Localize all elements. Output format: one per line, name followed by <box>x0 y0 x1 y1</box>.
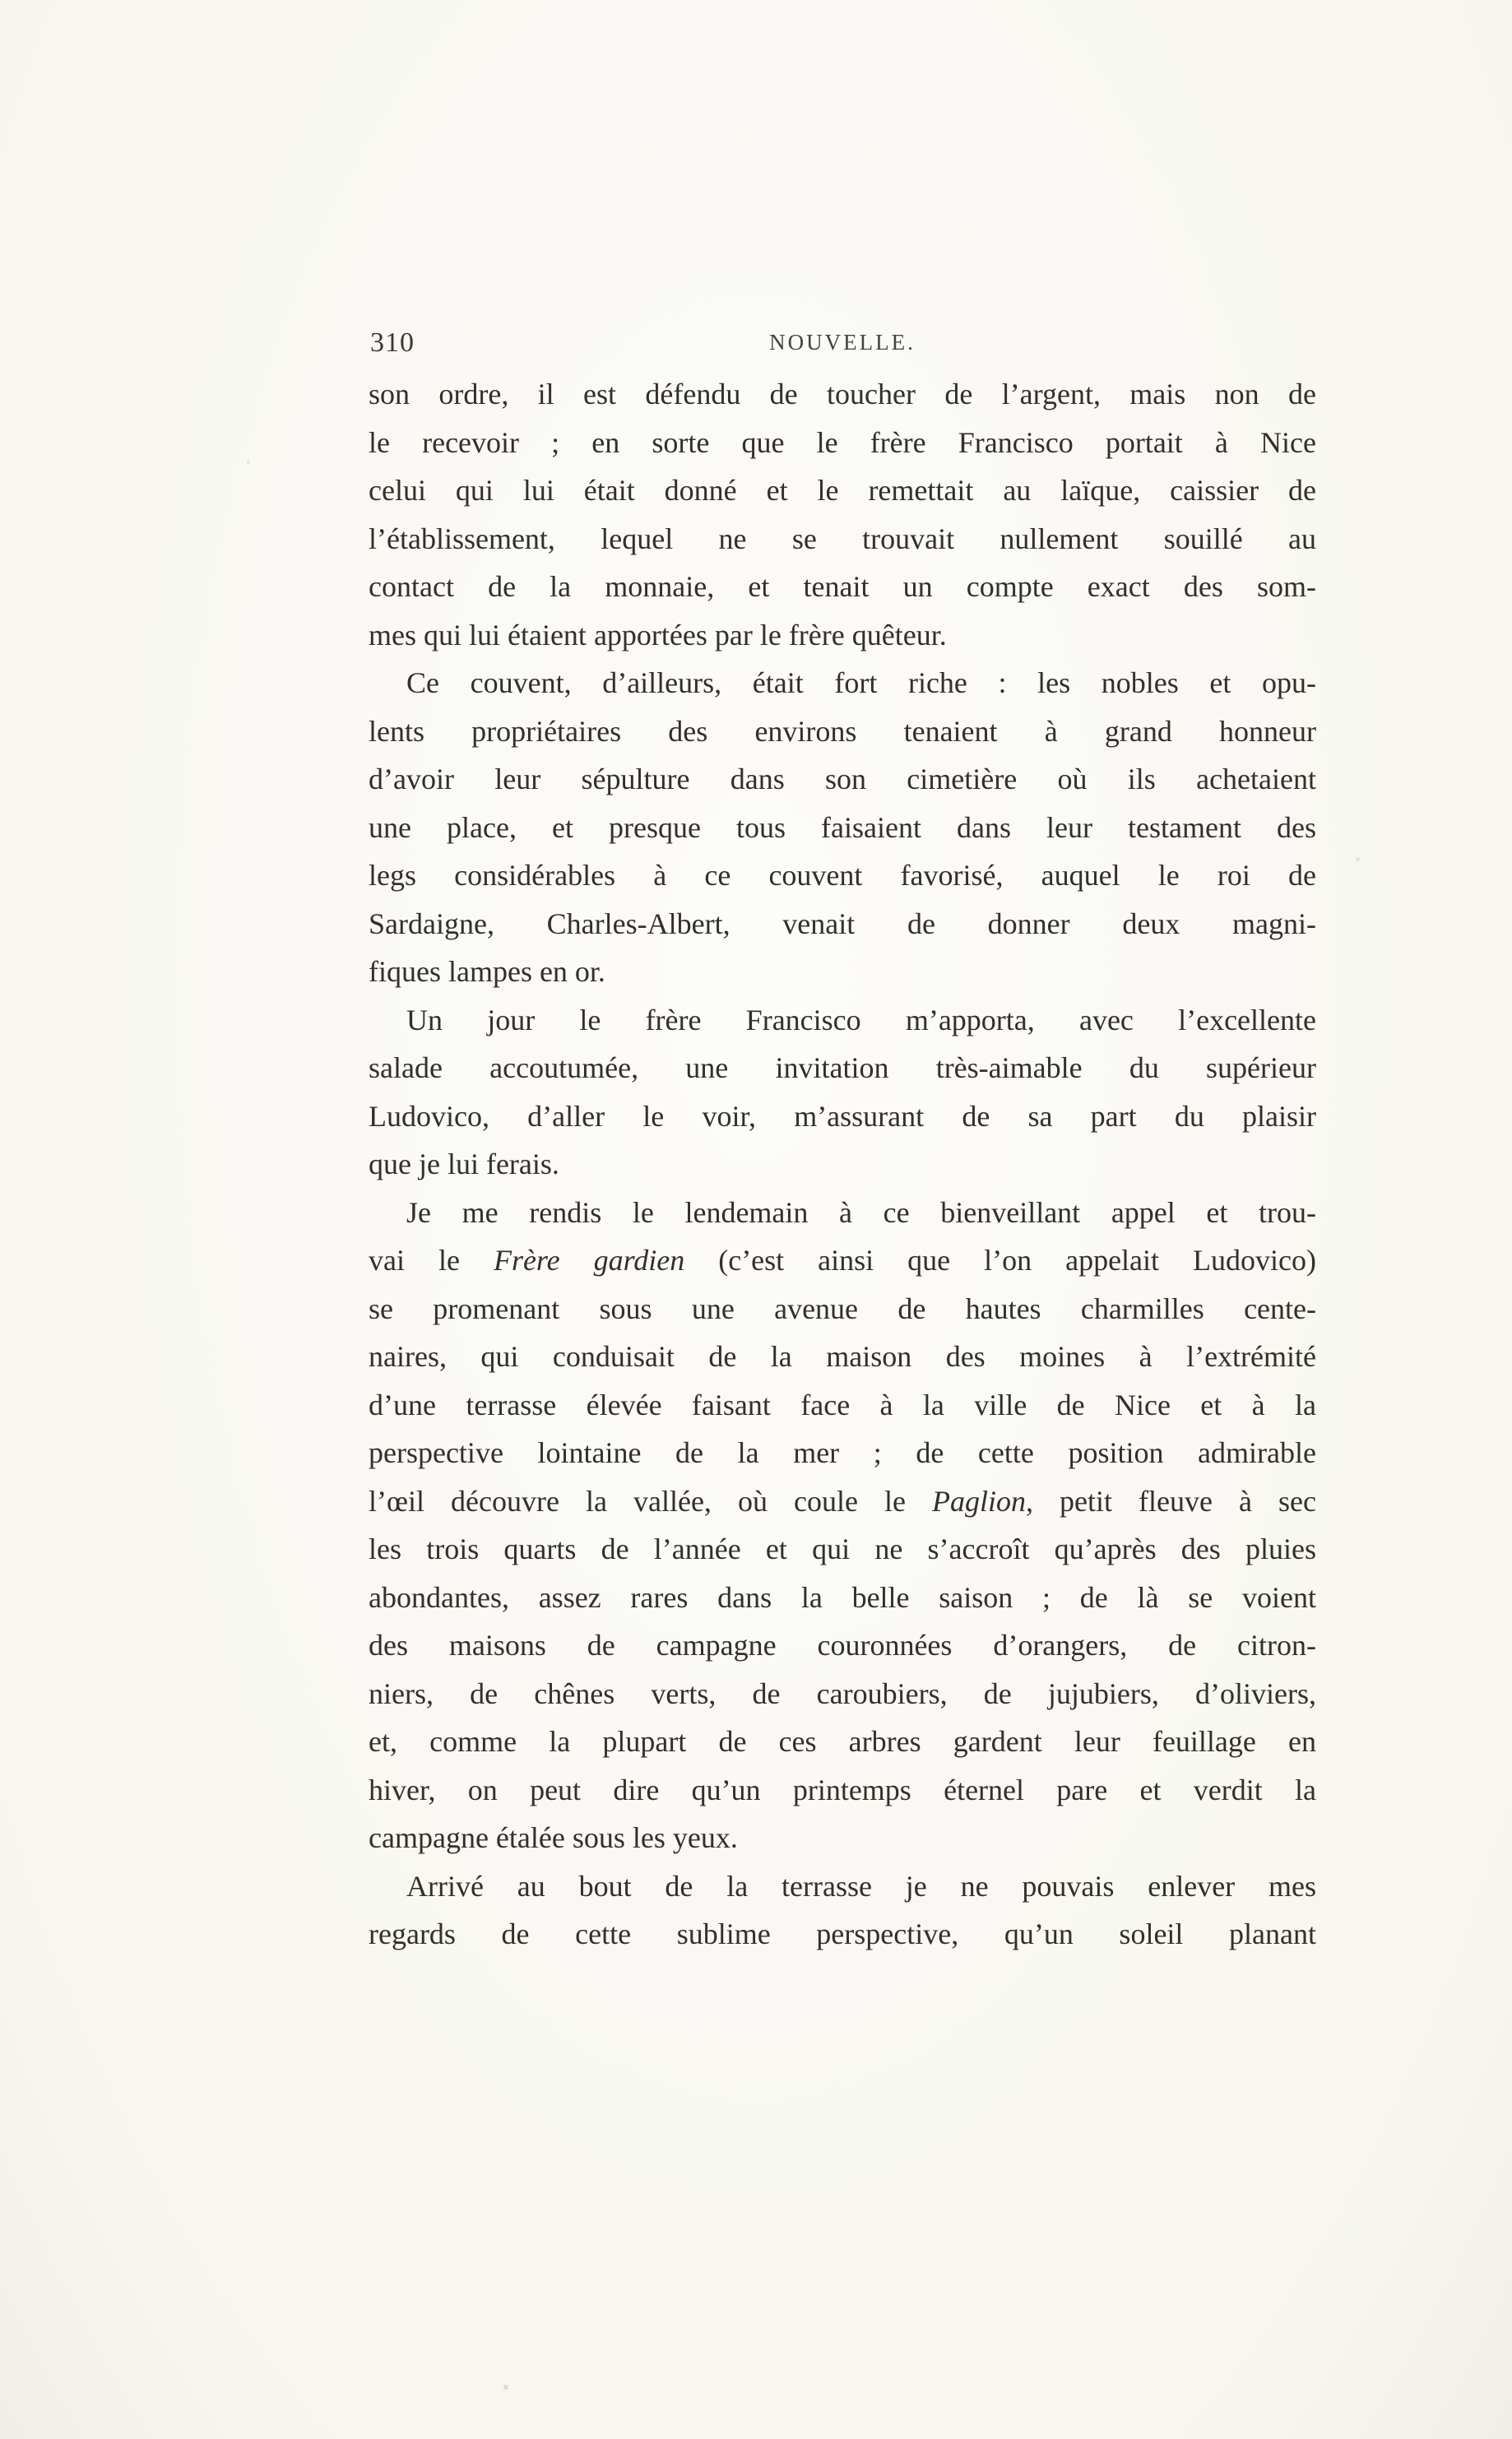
text-segment: perspective lointaine de la mer ; de cette position admirable <box>369 1436 1316 1469</box>
text-segment: Un jour le frère Francisco m’apporta, avec l’excellente <box>406 1003 1316 1036</box>
text-segment: Ce couvent, d’ailleurs, était fort riche : les nobles et opu- <box>406 666 1316 699</box>
text-line <box>369 466 1316 515</box>
text-segment: abondantes, assez rares dans la belle saison ; de là se voient <box>369 1580 1316 1614</box>
text-segment: son ordre, il est défendu de toucher de l’argent, mais non de <box>369 378 1316 410</box>
text-line <box>369 1621 1316 1670</box>
running-title: NOUVELLE. <box>769 330 916 355</box>
page-header <box>369 322 1316 370</box>
text-line <box>369 1189 1316 1237</box>
text-line <box>369 1574 1316 1622</box>
text-line <box>369 1285 1316 1333</box>
text-segment: naires, qui conduisait de la maison des moines à l’extrémité <box>369 1340 1316 1373</box>
text-segment: des maisons de campagne couronnées d’orangers, de citron- <box>369 1629 1316 1662</box>
text-segment: campagne étalée sous les yeux. <box>369 1821 738 1854</box>
text-line <box>369 1236 1316 1285</box>
text-segment: le recevoir ; en sorte que le frère Francisco portait à Nice <box>369 425 1316 459</box>
text-segment: (c’est ainsi que l’on appelait Ludovico) <box>684 1244 1316 1277</box>
text-line <box>369 370 1316 419</box>
text-column <box>369 322 1316 1959</box>
text-segment: l’œil découvre la vallée, où coule le <box>369 1484 932 1518</box>
text-line <box>369 659 1316 707</box>
text-segment: d’avoir leur sépulture dans son cimetière où ils achetaient <box>369 763 1316 795</box>
text-segment: legs considérables à ce couvent favorisé, auquel le roi de <box>369 859 1316 892</box>
text-segment: Je me rendis le lendemain à ce bienveillant appel et trou- <box>406 1195 1316 1229</box>
text-line <box>369 1429 1316 1477</box>
page-number: 310 <box>370 327 415 358</box>
text-segment: Arrivé au bout de la terrasse je ne pouvais enlever mes <box>406 1869 1316 1903</box>
text-segment: une place, et presque tous faisaient dans leur testament des <box>369 810 1316 844</box>
text-line <box>369 1477 1316 1526</box>
text-segment: celui qui lui était donné et le remettait au laïque, caissier de <box>369 474 1316 507</box>
text-line <box>369 1044 1316 1092</box>
scan-speck <box>1356 857 1360 861</box>
scan-speck <box>247 461 250 464</box>
text-line <box>369 1862 1316 1911</box>
text-line <box>369 1333 1316 1381</box>
italic-text: Frère gardien <box>493 1244 685 1277</box>
text-line <box>369 948 1316 996</box>
text-segment: Ludovico, d’aller le voir, m’assurant de sa part du plaisir <box>369 1099 1316 1133</box>
text-segment: niers, de chênes verts, de caroubiers, de jujubiers, d’oliviers, <box>369 1676 1316 1710</box>
text-line <box>369 515 1316 563</box>
text-segment: d’une terrasse élevée faisant face à la ville de Nice et à la <box>369 1388 1316 1421</box>
text-segment: , petit fleuve à sec <box>1025 1484 1316 1518</box>
text-segment: hiver, on peut dire qu’un printemps éternel pare et verdit la <box>369 1773 1316 1806</box>
text-line <box>369 1140 1316 1189</box>
text-line <box>369 1092 1316 1141</box>
text-segment: les trois quarts de l’année et qui ne s’accroît qu’après des pluies <box>369 1532 1316 1565</box>
text-segment: Sardaigne, Charles-Albert, venait de donner deux magni- <box>369 907 1316 940</box>
text-line <box>369 851 1316 900</box>
text-segment: salade accoutumée, une invitation très-aimable du supérieur <box>369 1051 1316 1084</box>
text-line <box>369 900 1316 948</box>
text-segment: se promenant sous une avenue de hautes charmilles cente- <box>369 1291 1316 1325</box>
text-line <box>369 563 1316 611</box>
text-segment: mes qui lui étaient apportées par le frère quêteur. <box>369 618 947 651</box>
scan-speck <box>503 2385 508 2390</box>
text-segment: et, comme la plupart de ces arbres gardent leur feuillage en <box>369 1725 1316 1758</box>
text-line <box>369 419 1316 467</box>
text-line <box>369 1910 1316 1959</box>
text-block <box>369 370 1316 1959</box>
text-segment: que je lui ferais. <box>369 1148 559 1180</box>
text-segment: contact de la monnaie, et tenait un compte exact des som- <box>369 570 1316 603</box>
text-line <box>369 1814 1316 1862</box>
text-line <box>369 996 1316 1045</box>
italic-text: Paglion <box>931 1484 1026 1518</box>
text-line <box>369 1670 1316 1718</box>
text-segment: regards de cette sublime perspective, qu’un soleil planant <box>369 1917 1316 1950</box>
text-segment: fiques lampes en or. <box>369 955 605 988</box>
text-line <box>369 1525 1316 1574</box>
text-line <box>369 1766 1316 1815</box>
text-line <box>369 804 1316 852</box>
text-line <box>369 1718 1316 1766</box>
text-segment: l’établissement, lequel ne se trouvait nullement souillé au <box>369 522 1316 555</box>
text-line <box>369 755 1316 804</box>
text-segment: lents propriétaires des environs tenaient à grand honneur <box>369 714 1316 748</box>
text-line <box>369 707 1316 756</box>
text-line <box>369 1381 1316 1430</box>
text-segment: vai le <box>369 1244 494 1277</box>
text-line <box>369 611 1316 660</box>
